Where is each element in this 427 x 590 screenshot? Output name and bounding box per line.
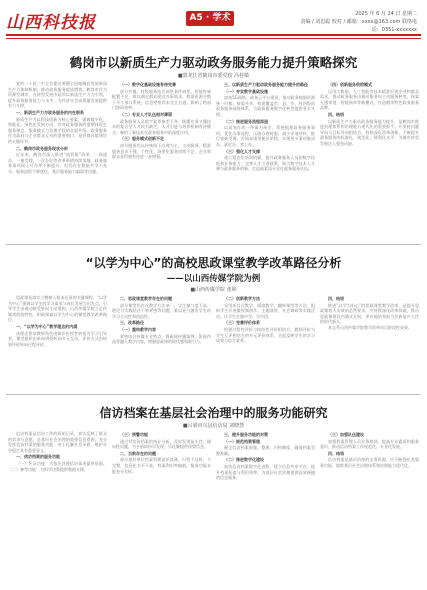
section-heading: 二、思政课堂教学存在的问题 (120, 296, 172, 301)
masthead-rule-thin (6, 38, 421, 39)
newspaper-logo: 山西科技报 (6, 13, 96, 33)
section-heading: 一、“以学为中心”教学理念的内涵 (16, 323, 78, 329)
article3-title: 信访档案在基层社会治理中的服务功能研究 (99, 406, 328, 420)
article3-column-2 (112, 431, 211, 586)
section-heading: （二）推进服务流程再造 (224, 118, 268, 124)
section-heading: 二、当前存在的问题 (120, 450, 156, 456)
section-heading: （四）创新服务供给模式 (328, 82, 372, 87)
article2-column-4 (320, 295, 419, 390)
article3-column-4 (320, 431, 419, 586)
masthead (0, 0, 427, 42)
body-paragraph: 推进“以学为中心”的思政课堂教学改革，是提升思政课育人实效的必然要求。应持续深化改革探索，推动思政课建设内涵式发展，更好地培养担当民族复兴大任的时代新人。 (320, 302, 419, 325)
body-paragraph: 加快5G网络、政务云平台建设，推动政务数据资源统一归集、按需共享，构建覆盖市、县、乡、村四级的政务服务网络体系，为政务服务数字化转型提供坚实支撑。 (216, 95, 315, 117)
body-paragraph: 思政课是落实立德树人根本任务的关键课程。“以学为中心”强调以学生的学习需求与成长发展为出发点，引导学生由被动接受转向主动建构。山西传媒学院立足传媒类院校特色，积极探索以学为中心的课堂教学改革路径。 (8, 295, 107, 323)
body-paragraph: 健全信访档案收集、整理、归档制度，确保档案完整准确。 (216, 445, 315, 456)
section-heading: 三、以新质生产力驱动政务服务能力提升的路径 (224, 82, 308, 87)
body-paragraph: 以新质生产力驱动政务服务能力提升，是鹤岗市推进治理体系和治理能力现代化的重要抓手。应坚持问题导向与目标导向相结合，持续深化改革创新，不断提升政务服务的标准化、规范化、便利化水平，为城市转型发展注入强劲动能。 (320, 118, 419, 146)
article1-title: 鹤岗市以新质生产力驱动政务服务能力提升策略探究 (69, 55, 358, 70)
body-paragraph: 信访档案是信访工作的原始记录，真实反映了群众的诉求与意愿，是基层社会治理的重要信息资源。充分发挥信访档案的服务功能，对于化解社会矛盾、维护社会稳定具有重要意义。 (8, 431, 107, 453)
article1-column-4 (320, 81, 419, 239)
body-paragraph: 近年来，鹤岗市深入推进“放管服”改革，一网通办、一窗受理、一次办好等改革举措持续落地，政务服务事项网上可办率不断提升，但仍存在数据共享不充分、服务流程不够优化、基层服务能力偏弱等问题。 (8, 152, 107, 174)
section-heading: （一）重构教学内容 (120, 326, 156, 332)
section-heading: （三）强化人才支撑 (224, 148, 260, 154)
section-heading: （一）数字化基础设施有待完善 (120, 82, 176, 87)
article2-subtitle: ——以山西传媒学院为例 (166, 274, 261, 284)
section-heading: 四、结语 (328, 296, 344, 301)
section-heading: 三、改革路径 (120, 320, 144, 326)
section-heading: 三、提升服务功能的对策 (224, 432, 268, 437)
article3-column-3 (216, 431, 315, 586)
body-paragraph: （一）凭证功能：为依法处理信访事项提供依据。（二）参考功能：为科学决策提供数据支撑。 (8, 460, 107, 472)
body-paragraph: 构建过程性评价与终结性评价相结合、教师评价与学生互评相结合的多元评价体系，全面反映学生的学习成效与综合素养。 (216, 326, 315, 344)
article-divider-1 (6, 244, 421, 245)
body-paragraph: 部分乡镇、村级服务站点网络条件较差，智能终端配置不足，难以满足群众就近办事需求。数据资源分散于多个部门系统，信息壁垒尚未完全打通，影响了跨部门协同效率。 (112, 88, 211, 111)
section-heading: （二）创新教学方法 (224, 296, 260, 301)
article2-column-1 (8, 295, 107, 390)
body-paragraph: 运用大数据、人工智能等技术精准识别企业和群众需求，推动政务服务由被动服务向主动服务转变，探索无感审批、智能预审等新模式，打造鹤岗特色政务服务品牌。 (320, 88, 419, 111)
body-paragraph: 部分课堂仍存在教学方法单一、学生参与度不高、理论与实践结合不够紧密等问题，难以充分激发学生的学习主动性和创造性。 (112, 302, 211, 319)
body-paragraph: 党的二十届三中全会提出要健全因地制宜发展新质生产力体制机制，推动政务服务提质增效。鹤岗市作为资源型城市，在转型发展中亟须以新质生产力为引领，提升政务服务能力与水平，为经济社会高质量发展提供有力支撑。 (8, 81, 107, 109)
body-paragraph: 该理念要求教师角色由知识传授者转变为学习引导者，课堂组织由单向讲授转向多元互动，评价方式由结果评价转向过程评价。 (8, 330, 107, 347)
body-paragraph: 新质生产力以科技创新为核心要素，强调数字化、智能化、绿色化发展方向，其对政务服务的重塑体现在服务理念、服务模式与治理手段的全面升级。政务服务作为政府与企业群众互动的重要窗口，是营商环境建设的关键环节。 (8, 116, 107, 144)
article3-byline: ■吕梁市兴县信访局 刘晓慧 (182, 423, 245, 429)
section-heading: （三）完善评价体系 (224, 320, 260, 326)
section-heading: 二、鹤岗市政务服务现状分析 (16, 145, 68, 151)
body-paragraph: 紧密结合传媒专业特点，将新闻传播案例、影视作品等融入教学内容，增强思政课的时代感和吸引力。 (112, 333, 211, 345)
section-heading: 一、新质生产力与政务服务的内在联系 (16, 109, 84, 115)
section-tag: A5 · 学术 (186, 11, 234, 26)
body-paragraph: 建立常态化培训机制，提升政务服务人员的数字技能和业务能力；完善人才引进政策，吸引数字技术人才参与政务服务创新，打造高素质专业化政务服务队伍。 (216, 155, 315, 172)
section-heading: （三）服务模式创新不足 (120, 136, 164, 142)
article1-column-1 (8, 81, 107, 239)
section-heading: （一）规范档案管理 (224, 438, 260, 444)
body-paragraph: 部分服务仍以传统线下办理为主，主动服务、精准服务意识不强，个性化、场景化服务供给不足，企业和群众获得感有待进一步增强。 (112, 142, 211, 160)
section-heading: 四、结语 (328, 111, 344, 117)
section-heading: （一）夯实数字基础设施 (224, 88, 268, 94)
body-paragraph: 通过对信访档案的统计分析，及时发现苗头性、倾向性问题，为矛盾纠纷早发现、早化解提供预警信息。 (112, 438, 211, 450)
article2-byline: ■山西传媒学院 张婷 (190, 287, 237, 293)
issue-date: 2025 年 6 月 24 日 星期二 (355, 11, 417, 17)
body-paragraph: 本文系山西传媒学院教学改革项目阶段性成果。 (328, 324, 412, 330)
section-heading: （三）预警功能 (120, 432, 148, 437)
article-divider-2 (6, 394, 421, 395)
masthead-rule (6, 34, 421, 36)
article1-column-3 (216, 81, 315, 239)
body-paragraph: 信访档案是基层治理的宝贵资源，应不断强化其服务功能，助推基层社会治理体系和治理能力现代化。 (320, 457, 419, 468)
header-meta (297, 10, 417, 34)
article1-byline: ■黑龙江省鹤岗市委党校 冯桂敏 (177, 73, 250, 79)
body-paragraph: 部分基层单位档案管理意识淡薄，归档不及时、不完整，信息化水平不高，档案利用率偏低，服务功能未能充分发挥。 (112, 457, 211, 474)
body-paragraph: 以高效办成一件事为牵引，系统梳理政务服务事项，优化办事流程，压缩办理时限，减少申请材料，推行容缺受理、告知承诺等便民举措，实现更多事项集成办、就近办、掌上办。 (216, 125, 315, 147)
body-paragraph: 加强档案管理人员业务培训，提高专业素质和服务意识，推动信访档案工作规范化、专业化发展。 (320, 438, 419, 450)
article2-title: “以学为中心”的高校思政课堂教学改革路径分析 (85, 256, 342, 270)
section-heading: 一、信访档案的服务功能 (16, 454, 60, 460)
section-heading: （三）加强队伍建设 (328, 432, 364, 437)
article3-column-1 (8, 431, 107, 586)
article1-column-2 (112, 81, 211, 239)
editor-line: 责编 / 刘思聪 校对 / 邮箱：xxxx@163.com 联络电话：0351-xxxxxxx (300, 19, 417, 33)
body-paragraph: 加快信访档案数字化进程，建立信息共享平台，提升档案检索与利用效率，为基层社会治理提供高效便捷的信息服务。 (216, 463, 315, 481)
article2-column-3 (216, 295, 315, 390)
body-paragraph: 采用项目式教学、情境教学、翻转课堂等方法，组织学生开展微视频创作、主题演讲、社会调研等实践活动，让学生在做中学、学中悟。 (216, 302, 315, 319)
section-heading: 四、结语 (328, 450, 344, 456)
article2-column-2 (112, 295, 211, 390)
section-heading: （二）推进数字化建设 (224, 457, 264, 463)
body-paragraph: 政务服务人员数字素养参差不齐，既懂业务又懂技术的复合型人才较为缺乏，人才引进与培养机制有待健全，制约了新技术在政务服务中的深度应用。 (112, 118, 211, 135)
section-heading: （二）专业人才队伍相对薄弱 (120, 111, 172, 117)
